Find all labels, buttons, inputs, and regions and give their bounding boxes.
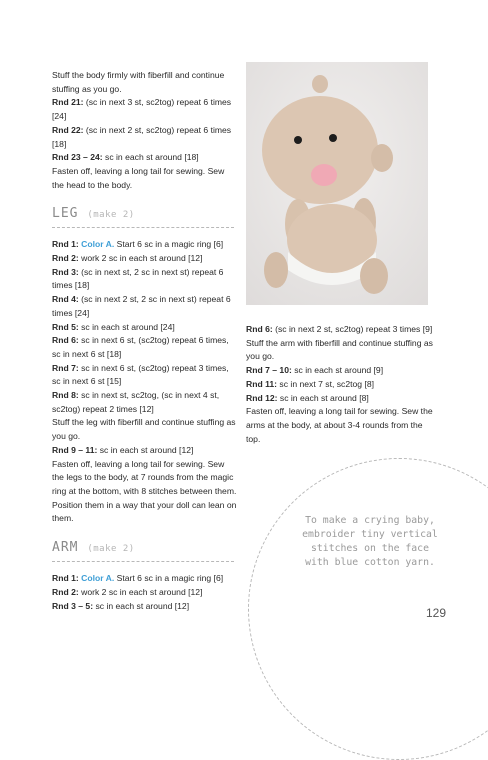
leg-divider (52, 227, 234, 228)
page-number: 129 (426, 606, 447, 620)
leg-round-4: Rnd 4: (sc in next 2 st, 2 sc in next st) repeat 6 times [24] (52, 294, 231, 318)
leg-round-5: Rnd 5: sc in each st around [24] (52, 321, 175, 332)
arm-divider (52, 561, 234, 562)
leg-round-1: Rnd 1: Color A. Start 6 sc in a magic ring [6] (52, 239, 224, 250)
arm-heading: ARM (make 2) (52, 540, 135, 556)
leg-fasten-text: Fasten off, leaving a long tail for sewing. Sew the legs to the body, at 7 rounds from the magic ring at the bottom, with 8 stitches between them. Position them in a way that your doll can lean on them. (52, 458, 237, 524)
tip-circle-decoration (248, 458, 488, 760)
arm-round-7-10: Rnd 7 – 10: sc in each st around [9] (246, 365, 384, 376)
leg-round-8: Rnd 8: sc in next st, sc2tog, (sc in next 4 st, sc2tog) repeat 2 times [12] (52, 390, 220, 414)
body-stuffing-text: Stuff the body firmly with fiberfill and continue stuffing as you go. (52, 70, 225, 94)
arm-round-11: Rnd 11: sc in next 7 st, sc2tog [8] (246, 378, 375, 389)
leg-round-6: Rnd 6: sc in next 6 st, (sc2tog) repeat 6 times, sc in next 6 st [18] (52, 335, 229, 359)
arm-round-6: Rnd 6: (sc in next 2 st, sc2tog) repeat 3 times [9] (246, 324, 433, 334)
arm-round-12: Rnd 12: sc in each st around [8] (246, 392, 369, 403)
crochet-baby-illustration (246, 62, 428, 305)
amigurumi-baby-photo (246, 62, 428, 305)
body-fasten-text: Fasten off, leaving a long tail for sewing. Sew the head to the body. (52, 165, 225, 190)
leg-round-2: Rnd 2: work 2 sc in each st around [12] (52, 253, 203, 264)
left-column (52, 69, 237, 613)
arm-round-1: Rnd 1: Color A. Start 6 sc in a magic ring [6] (52, 573, 224, 584)
leg-stuff-text: Stuff the leg with fiberfill and continue stuffing as you go. (52, 417, 236, 442)
leg-round-7: Rnd 7: sc in next 6 st, (sc2tog) repeat 3 times, sc in next 6 st [15] (52, 362, 229, 387)
tip-text: To make a crying baby, embroider tiny vertical stitches on the face with blue cotton yarn. (302, 515, 438, 568)
round-22: Rnd 22: (sc in next 2 st, sc2tog) repeat 6 times [18] (52, 124, 232, 149)
leg-round-9-11: Rnd 9 – 11: sc in each st around [12] (52, 444, 194, 455)
arm-round-2: Rnd 2: work 2 sc in each st around [12] (52, 586, 203, 597)
right-column (246, 323, 436, 446)
arm-stuff-text: Stuff the arm with fiberfill and continue stuffing as you go. (246, 337, 433, 362)
round-23-24: Rnd 23 – 24: sc in each st around [18] (52, 152, 199, 163)
arm-round-3-5: Rnd 3 – 5: sc in each st around [12] (52, 600, 190, 611)
round-21: Rnd 21: (sc in next 3 st, sc2tog) repeat 6 times [24] (52, 97, 232, 122)
leg-heading: LEG (make 2) (52, 206, 135, 222)
arm-fasten-text: Fasten off, leaving a long tail for sewing. Sew the arms at the body, at about 3-4 rounds from the top. (246, 406, 433, 444)
leg-round-3: Rnd 3: (sc in next st, 2 sc in next st) repeat 6 times [18] (52, 266, 224, 291)
